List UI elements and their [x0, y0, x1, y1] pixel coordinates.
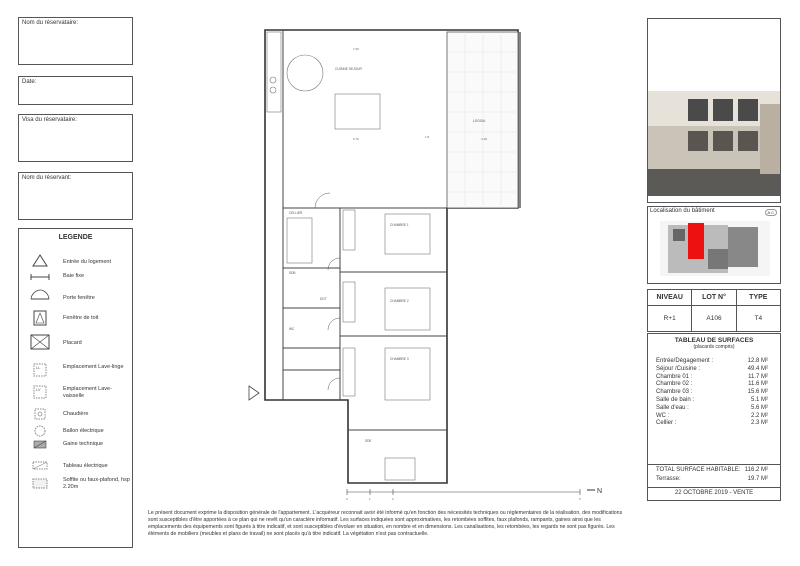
location-badge: A C — [765, 209, 777, 216]
date-line: 22 OCTOBRE 2019 - VENTE — [674, 490, 754, 496]
roof-window-icon — [29, 309, 51, 327]
reservataire-name-box[interactable] — [18, 17, 133, 65]
french-window-icon — [29, 287, 51, 305]
surface-row: Séjour /Cuisine : 49.4 M² — [656, 365, 768, 372]
dim-depth: 1.8 — [425, 135, 430, 139]
label-chambre1: CHAMBRE 1 — [390, 223, 409, 227]
reservataire-name-label: Nom du réservataire: — [22, 20, 79, 26]
value-type: T4 — [754, 315, 763, 322]
visa-box[interactable] — [18, 114, 133, 162]
terrace-surface: Terrasse: 19.7 M² — [656, 476, 768, 482]
svg-text:N: N — [597, 488, 603, 495]
disclaimer: Le présent document exprime la disposition générale de l'appartement. L'acquéreur reconnait avoir été informé qu'en fonction des nécessités techniques ou réglementaires de la réalisation, des modifications sont susceptibles d'être apportées à ce plan qui ne revêt qu'un caractère informatif. Les surfaces indiquées sont approximatives, les retombées soffites, faux plafonds, rampants, gaines ainsi que les emplacements des équipements sont figurés à titre indicatif, et sont susceptibles d'évoluer en situation, en nombre et en dimensions. Les canalisations, les retombées, les regards ne sont pas figurés. Les éléments de mobiliers (meubles et plans de travail) ne sont placés qu'à titre indicatif. La végétation n'est pas contractuelle. — [148, 510, 623, 537]
label-chambre2: CHAMBRE 2 — [390, 299, 409, 303]
value-niveau: R+1 — [648, 306, 692, 331]
surface-row: WC : 2.2 M² — [656, 412, 768, 419]
building-highlight — [688, 223, 704, 259]
label-wc: WC — [289, 327, 295, 331]
interior-walls — [283, 30, 447, 430]
label-sde: SDE — [365, 439, 372, 443]
north-arrow-icon — [587, 488, 602, 495]
floor-plan — [235, 18, 605, 503]
date-box[interactable] — [18, 76, 133, 105]
legend-title: LEGENDE — [58, 234, 93, 241]
lot-info-table — [647, 289, 781, 332]
label-deg: DGT — [320, 297, 327, 301]
legend: LEGENDE Entrée du logement Baie fixe Porte fenêtre Fenêtre de toit Placard LL Emplacement Lave-linge LV Emplacement Lave-vaisselle Chaudière Ballon électrique Gaine technique Tableau électrique Soffite ou faux-plafond, hsp 2.20m — [18, 228, 133, 548]
svg-text:LL: LL — [36, 365, 41, 370]
dim-living: 6.76 — [353, 137, 359, 141]
door-swings — [315, 193, 340, 390]
surface-row: Entrée/Dégagement : 12.8 M² — [656, 358, 768, 364]
header-niveau: NIVEAU — [648, 290, 692, 305]
total-surface: TOTAL SURFACE HABITABLE: 116.2 M² — [656, 467, 768, 473]
surface-row: Salle d'eau : 5.6 M² — [656, 404, 768, 411]
soffit-icon — [29, 475, 51, 493]
entry-triangle-icon — [29, 253, 51, 271]
reservant-name-box[interactable] — [18, 172, 133, 220]
location-title: Localisation du bâtiment — [650, 208, 715, 214]
svg-text:1: 1 — [369, 497, 371, 501]
surface-row: Chambre 03 : 15.6 M² — [656, 389, 768, 396]
scale-bar — [346, 489, 581, 501]
building-photo-frame — [647, 18, 781, 203]
surface-row: Salle de bain : 5.1 M² — [656, 396, 768, 403]
surface-rows — [648, 358, 780, 428]
electrical-panel-icon — [29, 457, 51, 475]
surface-row: Chambre 02 : 11.6 M² — [656, 381, 768, 388]
label-chambre3: CHAMBRE 3 — [390, 357, 409, 361]
surface-row: Cellier : 2.3 M² — [656, 420, 768, 427]
room-furniture — [287, 210, 430, 480]
label-sdb: SDB — [289, 271, 296, 275]
dim-loggia: 4.18 — [481, 137, 487, 141]
svg-text:0: 0 — [346, 497, 348, 501]
date-label: Date: — [22, 79, 37, 85]
visa-label: Visa du réservataire: — [22, 117, 77, 123]
building-photo — [648, 19, 780, 202]
label-loggia: LOGGIA — [473, 119, 486, 123]
entrance-marker-icon — [249, 386, 259, 400]
surfaces-table — [647, 333, 781, 501]
location-map — [648, 219, 780, 281]
reservant-name-label: Nom du réservant: — [22, 175, 72, 181]
surfaces-title: TABLEAU DE SURFACES — [674, 337, 754, 344]
label-cuisine: CUISINE SEJOUR — [335, 67, 362, 71]
label-cellier: CELLIER — [289, 211, 303, 215]
dishwasher-icon — [29, 384, 51, 402]
surface-row: Chambre 01 : 11.7 M² — [656, 373, 768, 380]
header-lot: LOT N° — [692, 290, 736, 305]
header-type: TYPE — [749, 294, 768, 301]
surfaces-subtitle: (placards compris) — [693, 344, 735, 350]
technical-duct-icon — [29, 436, 51, 454]
svg-text:2: 2 — [392, 497, 394, 501]
value-lot: A106 — [692, 306, 736, 331]
location-map-frame — [647, 206, 781, 284]
closet-icon — [29, 333, 51, 351]
svg-text:5: 5 — [579, 497, 581, 501]
svg-text:LV: LV — [36, 387, 41, 392]
kitchen-furniture — [267, 32, 380, 129]
dim-top: 7.36 — [353, 47, 359, 51]
washing-machine-icon — [29, 362, 51, 380]
